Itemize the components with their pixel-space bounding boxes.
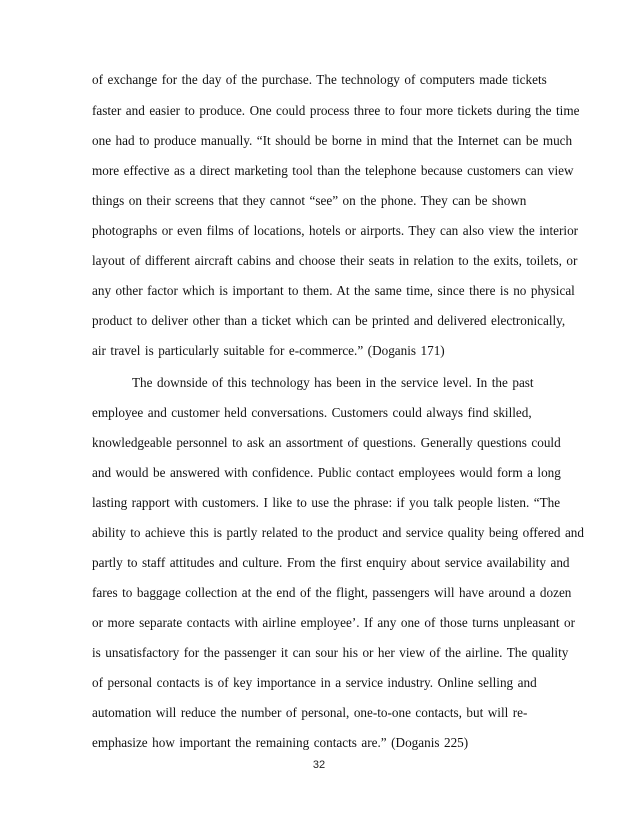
text-line: product to deliver other than a ticket which can be printed and delivered electronically, [92, 313, 566, 328]
text-line: and would be answered with confidence. Public contact employees would form a long [92, 465, 561, 480]
text-line: is unsatisfactory for the passenger it can sour his or her view of the airline. The quality [92, 645, 569, 660]
text-line: one had to produce manually. “It should be borne in mind that the Internet can be much [92, 133, 573, 148]
text-line: lasting rapport with customers. I like to use the phrase: if you talk people listen. “The [92, 495, 561, 510]
text-line: of personal contacts is of key importance in a service industry. Online selling and [92, 675, 537, 690]
text-line: emphasize how important the remaining contacts are.” (Doganis 225) [92, 735, 469, 750]
text-line: photographs or even films of locations, hotels or airports. They can also view the interior [92, 223, 579, 238]
text-line: or more separate contacts with airline employee’. If any one of those turns unpleasant or [92, 615, 575, 630]
text-line: more effective as a direct marketing tool than the telephone because customers can view [92, 163, 574, 178]
text-line: employee and customer held conversations. Customers could always find skilled, [92, 405, 532, 420]
text-line: faster and easier to produce. One could process three to four more tickets during the time [92, 103, 580, 118]
text-line: layout of different aircraft cabins and choose their seats in relation to the exits, toilets, or [92, 253, 578, 268]
page-number: 32 [312, 759, 326, 771]
paragraph-first-line: The downside of this technology has been in the service level. In the past [132, 375, 534, 390]
text-line: automation will reduce the number of personal, one-to-one contacts, but will re- [92, 705, 528, 720]
text-line: fares to baggage collection at the end of the flight, passengers will have around a dozen [92, 585, 572, 600]
text-line: things on their screens that they cannot “see” on the phone. They can be shown [92, 193, 527, 208]
text-line: partly to staff attitudes and culture. From the first enquiry about service availability and [92, 555, 570, 570]
text-line: any other factor which is important to them. At the same time, since there is no physical [92, 283, 575, 298]
text-line: air travel is particularly suitable for e-commerce.” (Doganis 171) [92, 343, 445, 358]
text-line: of exchange for the day of the purchase. The technology of computers made tickets [92, 72, 547, 87]
text-line: ability to achieve this is partly related to the product and service quality being offered and [92, 525, 584, 540]
text-line: knowledgeable personnel to ask an assortment of questions. Generally questions could [92, 435, 561, 450]
